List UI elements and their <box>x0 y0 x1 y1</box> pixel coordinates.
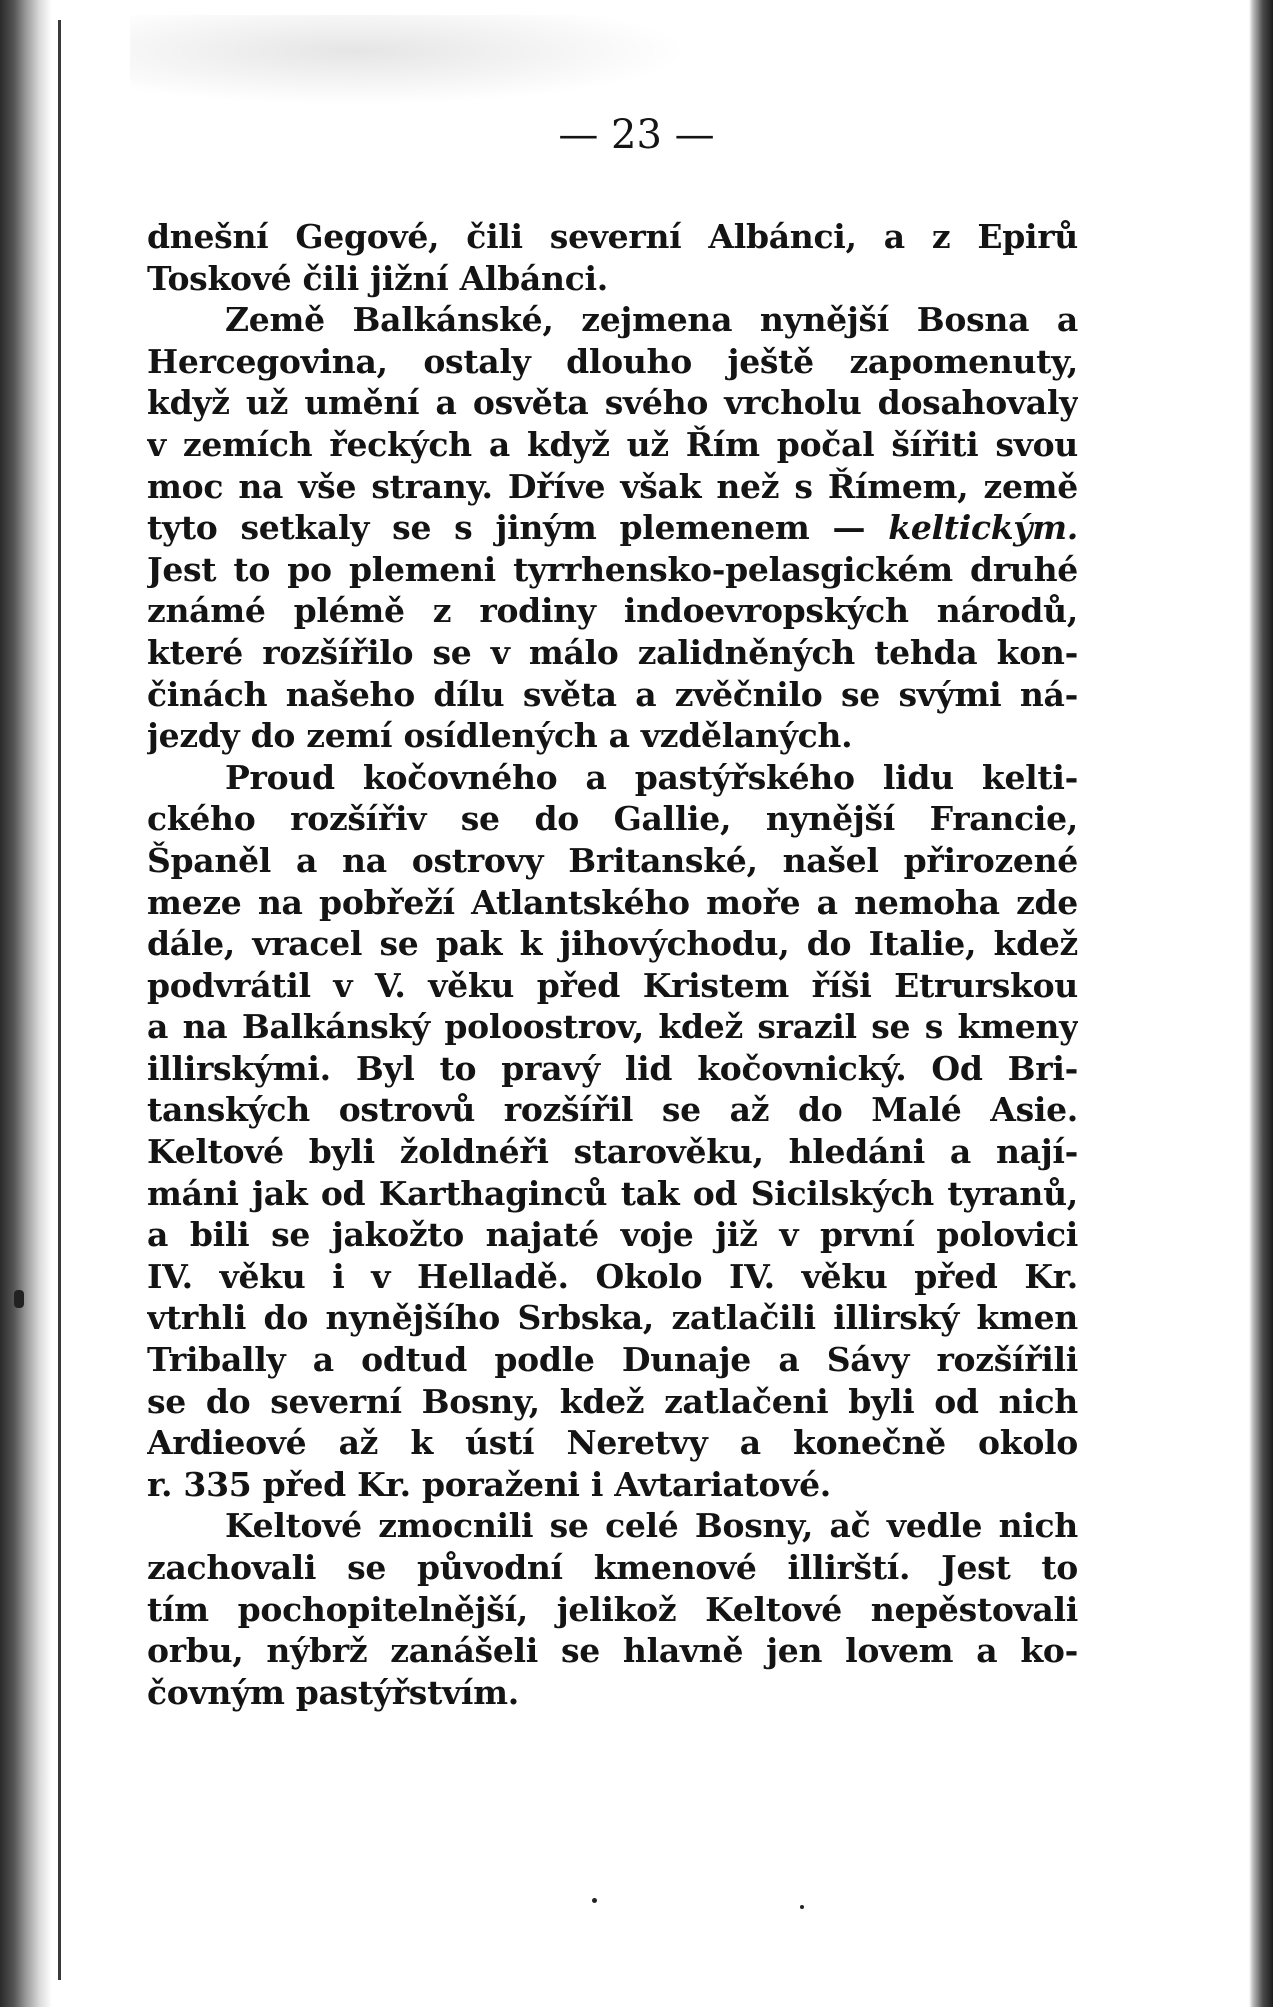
text-line: jezdy do zemí osídlených a vzdělaných. <box>147 716 853 756</box>
text-line: Jest to po plemeni tyrrhensko-pelasgickém druhé <box>147 549 1078 589</box>
text-line: zachovali se původní kmenové illirští. Jest to <box>147 1548 1078 1587</box>
ink-speck <box>800 1905 804 1909</box>
text-line: které rozšířilo se v málo zalidněných tehda kon- <box>147 632 1078 672</box>
text-line: IV. věku i v Helladě. Okolo IV. věku před Kr. <box>147 1256 1078 1296</box>
text-line: r. 335 před Kr. poraženi i Avtariatové. <box>147 1464 831 1504</box>
text-line-with-italic <box>147 507 1078 549</box>
page-binding-shadow <box>0 0 52 2007</box>
page-binding-line <box>58 20 61 1980</box>
text-line: illirskými. Byl to pravý lid kočovnický. Od Bri- <box>147 1048 1078 1088</box>
text-line: tím pochopitelnější, jelikož Keltové nepěstovali <box>147 1589 1078 1629</box>
page-edge-shadow <box>1249 0 1273 2007</box>
text-line: dále, vracel se pak k jihovýchodu, do Italie, kdež <box>147 924 1078 964</box>
text-line: se do severní Bosny, kdež zatlačeni byli od nich <box>147 1381 1078 1421</box>
text-line: když už umění a osvěta svého vrcholu dosahovaly <box>147 383 1078 423</box>
text-line: moc na vše strany. Dříve však než s Římem, země <box>147 466 1078 506</box>
text-line: Toskové čili jižní Albánci. <box>147 258 608 298</box>
text-line: Keltové byli žoldnéři starověku, hledáni a nají- <box>147 1132 1078 1172</box>
body-text <box>147 216 1078 1713</box>
text-line: čovným pastýřstvím. <box>147 1672 519 1712</box>
text-line: v zemích řeckých a když už Řím počal šířiti svou <box>147 424 1078 464</box>
text-line: činách našeho dílu světa a zvěčnilo se svými ná- <box>147 674 1078 714</box>
text-segment: tyto setkaly se s jiným plemenem — <box>147 508 866 548</box>
text-line: a na Balkánský poloostrov, kdež srazil se s kmeny <box>147 1007 1078 1047</box>
text-line: Ardieové až k ústí Neretvy a konečně okolo <box>147 1423 1078 1463</box>
text-line: Španěl a na ostrovy Britanské, našel přirozené <box>147 840 1078 880</box>
text-line: orbu, nýbrž zanášeli se hlavně jen lovem a ko- <box>147 1631 1078 1671</box>
page-number: — 23 — <box>558 112 715 158</box>
text-line: Hercegovina, ostaly dlouho ještě zapomenuty, <box>147 341 1078 381</box>
text-line: meze na pobřeží Atlantského moře a nemoha zde <box>147 882 1078 922</box>
text-line: Tribally a odtud podle Dunaje a Sávy rozšířili <box>147 1340 1078 1380</box>
text-line: dnešní Gegové, čili severní Albánci, a z Epirů <box>147 217 1078 256</box>
text-line: Keltové zmocnili se celé Bosny, ač vedle nich <box>225 1506 1078 1546</box>
text-line: tanských ostrovů rozšířil se až do Malé Asie. <box>147 1090 1078 1130</box>
ink-speck <box>14 1290 24 1308</box>
ink-speck <box>592 1898 597 1903</box>
text-line: podvrátil v V. věku před Kristem říši Etrurskou <box>147 965 1078 1005</box>
text-line: ckého rozšířiv se do Gallie, nynější Francie, <box>147 799 1078 839</box>
text-line: Proud kočovného a pastýřského lidu kelti- <box>225 757 1078 797</box>
text-line: a bili se jakožto najaté voje již v první polovici <box>147 1215 1078 1255</box>
italic-word: keltickým. <box>888 508 1078 548</box>
paper-smudge <box>130 15 690 105</box>
text-line: Země Balkánské, zejmena nynější Bosna a <box>225 300 1078 340</box>
text-line: známé plémě z rodiny indoevropských národů, <box>147 591 1078 631</box>
text-line: máni jak od Karthaginců tak od Sicilských tyranů, <box>147 1173 1078 1213</box>
text-line: vtrhli do nynějšího Srbska, zatlačili illirský kmen <box>147 1298 1078 1338</box>
